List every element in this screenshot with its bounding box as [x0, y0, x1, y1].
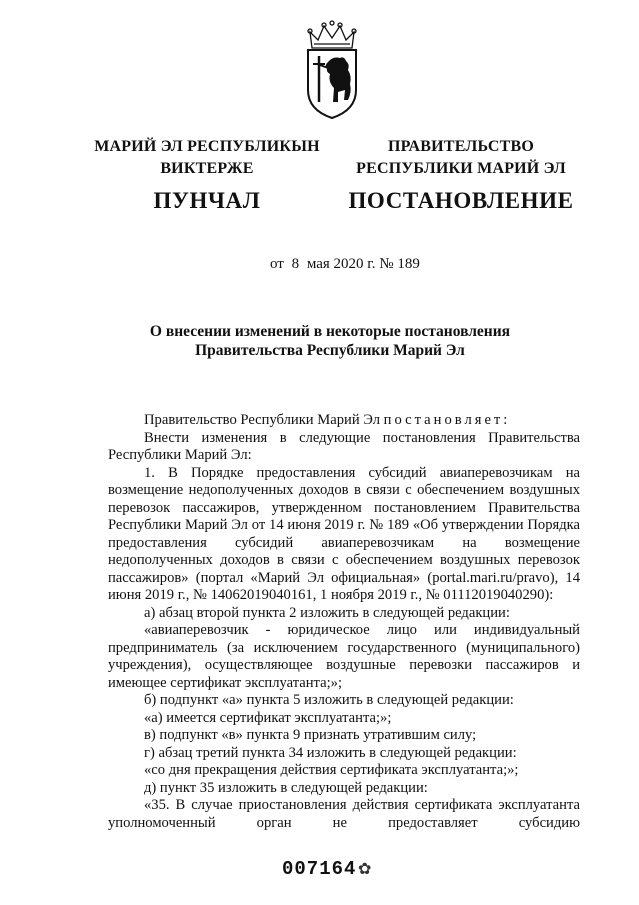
paragraph-7: в) подпункт «в» пункта 9 признать утратившим силу; — [144, 727, 477, 743]
ornament-icon: ✿ — [358, 861, 372, 878]
paragraph-10: д) пункт 35 изложить в следующей редакции: — [144, 779, 428, 796]
document-title — [100, 322, 560, 360]
date-day: 8 — [291, 256, 300, 272]
document-body — [108, 412, 580, 832]
date-month-year: мая 2020 г. № — [306, 256, 394, 272]
paragraph-4: «авиаперевозчик - юридическое лицо или индивидуальный предприниматель (за исключением государственного (муниципального) учреждения), осуществляющее воздушные перевозки пассажиров и имеющее сертификат эксплуатанта;»; — [108, 622, 580, 691]
paragraph-3: а) абзац второй пункта 2 изложить в следующей редакции: — [144, 604, 510, 621]
document-number: 189 — [397, 256, 420, 272]
header-left — [82, 136, 332, 214]
serial-number: 007164 — [282, 858, 357, 880]
header-right-line1: ПРАВИТЕЛЬСТВО — [387, 138, 535, 155]
header-right-title: ПОСТАНОВЛЕНИЕ — [348, 188, 574, 213]
date-prefix: от — [270, 256, 284, 272]
paragraph-2: 1. В Порядке предоставления субсидий авиаперевозчикам на возмещение недополученных доходов в связи с обеспечением воздушных перевозок пассажиров, утвержденном постановлением Правительства Республики Марий Эл от 14 июня 2019 г. № 189 «Об утверждении Порядка предоставления субсидий авиаперевозчикам на возмещение недополученных доходов в связи с обеспечением воздушных перевозок пассажиров» (портал «Марий Эл официальная» (portal.mari.ru/pravo), 14 июня 2019 г., № 14062019040161, 1 ноября 2019 г., № 01112019040290): — [108, 464, 580, 603]
title-line2: Правительства Республики Марий Эл — [195, 342, 465, 359]
paragraph-9: «со дня прекращения действия сертификата эксплуатанта;»; — [144, 762, 519, 778]
coat-of-arms-icon — [300, 18, 364, 122]
title-line1: О внесении изменений в некоторые постановления — [149, 323, 511, 340]
header-left-title: ПУНЧАЛ — [153, 188, 261, 213]
header-left-line1: МАРИЙ ЭЛ РЕСПУБЛИКЫН — [94, 138, 320, 155]
date-line — [270, 256, 420, 273]
paragraph-0-subject: Правительство Республики Марий Эл — [144, 412, 381, 428]
paragraph-1: Внести изменения в следующие постановления Правительства Республики Марий Эл: — [108, 429, 580, 463]
paragraph-0-verb: постановляет: — [383, 412, 511, 428]
paragraph-6: «а) имеется сертификат эксплуатанта;»; — [144, 709, 392, 726]
paragraph-11: «35. В случае приостановления действия сертификата эксплуатанта уполномоченный орган не предоставляет субсидию — [108, 797, 580, 831]
header-right — [346, 136, 576, 214]
paragraph-8: г) абзац третий пункта 34 изложить в следующей редакции: — [144, 744, 517, 761]
header-left-line2: ВИКТЕРЖЕ — [160, 160, 254, 177]
header-right-line2: РЕСПУБЛИКИ МАРИЙ ЭЛ — [356, 160, 566, 177]
paragraph-5: б) подпункт «а» пункта 5 изложить в следующей редакции: — [144, 692, 514, 708]
paragraph-0 — [108, 412, 580, 430]
